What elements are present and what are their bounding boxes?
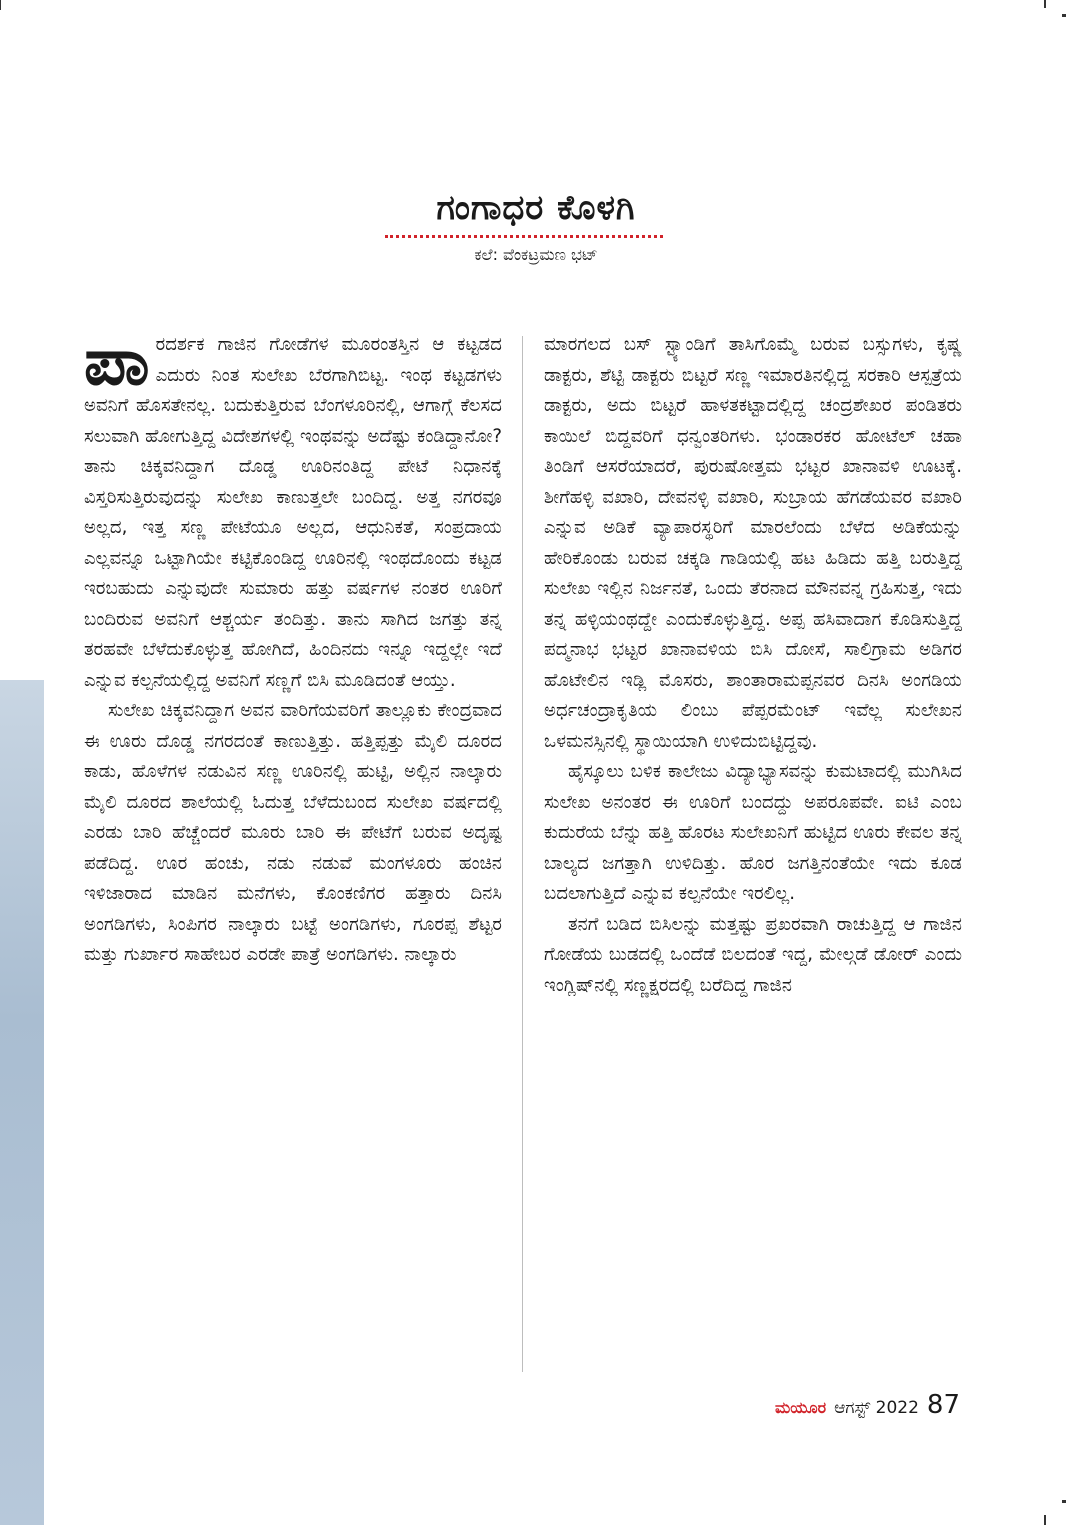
column-divider <box>522 336 523 1372</box>
crop-mark-bottom-right <box>1044 1515 1046 1525</box>
page-footer <box>775 1390 960 1420</box>
right-paragraph-3: ತನಗೆ ಬಡಿದ ಬಿಸಿಲನ್ನು ಮತ್ತಷ್ಟು ಪ್ರಖರವಾಗಿ ರಾಚುತ್ತಿದ್ದ ಆ ಗಾಜಿನ ಗೋಡೆಯ ಬುಡದಲ್ಲಿ ಒಂದೆಡೆ ಬಿಲದಂತೆ ಇದ್ದ, ಮೇಲ್ಗಡೆ ಡೋರ್ ಎಂದು ಇಂಗ್ಲಿಷ್‌ನಲ್ಲಿ ಸಣ್ಣಕ್ಷರದಲ್ಲಿ ಬರೆದಿದ್ದ ಗಾಜಿನ <box>544 913 962 996</box>
article-title: ಗಂಗಾಧರ ಕೊಳಗಿ <box>436 188 636 228</box>
title-underline <box>385 235 663 238</box>
issue-date: ಆಗಸ್ಟ್ 2022 <box>834 1398 919 1418</box>
page-number: 87 <box>926 1390 960 1420</box>
crop-mark-bottom-right-2 <box>1062 1500 1066 1503</box>
left-paragraph-1 <box>84 330 502 696</box>
page-edge-strip <box>0 680 44 1525</box>
left-paragraph-1-text: ರದರ್ಶಕ ಗಾಜಿನ ಗೋಡೆಗಳ ಮೂರಂತಸ್ತಿನ ಆ ಕಟ್ಟಡದ ಎದುರು ನಿಂತ ಸುಲೇಖ ಬೆರಗಾಗಿಬಿಟ್ಟ. ಇಂಥ ಕಟ್ಟಡಗಳು ಅವನಿಗೆ ಹೊಸತೇನಲ್ಲ. ಬದುಕುತ್ತಿರುವ ಬೆಂಗಳೂರಿನಲ್ಲಿ, ಆಗಾಗ್ಗೆ ಕೆಲಸದ ಸಲುವಾಗಿ ಹೋಗುತ್ತಿದ್ದ ವಿದೇಶಗಳಲ್ಲಿ ಇಂಥವನ್ನು ಅದೆಷ್ಟು ಕಂಡಿದ್ದಾನೋ? ತಾನು ಚಿಕ್ಕವನಿದ್ದಾಗ ದೊಡ್ಡ ಊರಿನಂತಿದ್ದ ಪೇಟೆ ನಿಧಾನಕ್ಕೆ ವಿಸ್ತರಿಸುತ್ತಿರುವುದನ್ನು ಸುಲೇಖ ಕಾಣುತ್ತಲೇ ಬಂದಿದ್ದ. ಅತ್ತ ನಗರವೂ ಅಲ್ಲದ, ಇತ್ತ ಸಣ್ಣ ಪೇಟೆಯೂ ಅಲ್ಲದ, ಆಧುನಿಕತೆ, ಸಂಪ್ರದಾಯ ಎಲ್ಲವನ್ನೂ ಒಟ್ಟಾಗಿಯೇ ಕಟ್ಟಿಕೊಂಡಿದ್ದ ಊರಿನಲ್ಲಿ ಇಂಥದೊಂದು ಕಟ್ಟಡ ಇರಬಹುದು ಎನ್ನುವುದೇ ಸುಮಾರು ಹತ್ತು ವರ್ಷಗಳ ನಂತರ ಊರಿಗೆ ಬಂದಿರುವ ಅವನಿಗೆ ಆಶ್ಚರ್ಯ ತಂದಿತ್ತು. ತಾನು ಸಾಗಿದ ಜಗತ್ತು ತನ್ನ ತರಹವೇ ಬೆಳೆದುಕೊಳ್ಳುತ್ತ ಹೋಗಿದೆ, ಹಿಂದಿನದು ಇನ್ನೂ ಇದ್ದಲ್ಲೇ ಇದೆ ಎನ್ನುವ ಕಲ್ಪನೆಯಲ್ಲಿದ್ದ ಅವನಿಗೆ ಸಣ್ಣಗೆ ಬಿಸಿ ಮೂಡಿದಂತೆ ಆಯ್ತು. <box>84 334 502 691</box>
left-paragraph-2: ಸುಲೇಖ ಚಿಕ್ಕವನಿದ್ದಾಗ ಅವನ ವಾರಿಗೆಯವರಿಗೆ ತಾಲ್ಲೂಕು ಕೇಂದ್ರವಾದ ಈ ಊರು ದೊಡ್ಡ ನಗರದಂತೆ ಕಾಣುತ್ತಿತ್ತು. ಹತ್ತಿಪ್ಪತ್ತು ಮೈಲಿ ದೂರದ ಕಾಡು, ಹೊಳೆಗಳ ನಡುವಿನ ಸಣ್ಣ ಊರಿನಲ್ಲಿ ಹುಟ್ಟಿ, ಅಲ್ಲಿನ ನಾಲ್ಕಾರು ಮೈಲಿ ದೂರದ ಶಾಲೆಯಲ್ಲಿ ಓದುತ್ತ ಬೆಳೆದುಬಂದ ಸುಲೇಖ ವರ್ಷದಲ್ಲಿ ಎರಡು ಬಾರಿ ಹೆಚ್ಚೆಂದರೆ ಮೂರು ಬಾರಿ ಈ ಪೇಟೆಗೆ ಬರುವ ಅದೃಷ್ಟ ಪಡೆದಿದ್ದ. ಊರ ಹಂಚು, ನಡು ನಡುವೆ ಮಂಗಳೂರು ಹಂಚಿನ ಇಳಿಜಾರಾದ ಮಾಡಿನ ಮನೆಗಳು, ಕೊಂಕಣಿಗರ ಹತ್ತಾರು ದಿನಸಿ ಅಂಗಡಿಗಳು, ಸಿಂಪಿಗರ ನಾಲ್ಕಾರು ಬಟ್ಟೆ ಅಂಗಡಿಗಳು, ಗೂರಪ್ಪ ಶೆಟ್ಟರ ಮತ್ತು ಗುರ್ಖಾರ ಸಾಹೇಬರ ಎರಡೇ ಪಾತ್ರೆ ಅಂಗಡಿಗಳು. ನಾಲ್ಕಾರು <box>84 700 502 965</box>
right-paragraph-1: ಮಾರಗಲದ ಬಸ್ ಸ್ಟ್ಯಾಂಡಿಗೆ ತಾಸಿಗೊಮ್ಮೆ ಬರುವ ಬಸ್ಸುಗಳು, ಕೃಷ್ಣ ಡಾಕ್ಟರು, ಶೆಟ್ಟಿ ಡಾಕ್ಟರು ಬಿಟ್ಟರೆ ಸಣ್ಣ ಇಮಾರತಿನಲ್ಲಿದ್ದ ಸರಕಾರಿ ಆಸ್ಪತ್ರೆಯ ಡಾಕ್ಟರು, ಅದು ಬಿಟ್ಟರೆ ಹಾಳತಕಟ್ಟಾದಲ್ಲಿದ್ದ ಚಂದ್ರಶೇಖರ ಪಂಡಿತರು ಕಾಯಿಲೆ ಬಿದ್ದವರಿಗೆ ಧನ್ವಂತರಿಗಳು. ಭಂಡಾರಕರ ಹೋಟೆಲ್ ಚಹಾ ತಿಂಡಿಗೆ ಆಸರೆಯಾದರೆ, ಪುರುಷೋತ್ತಮ ಭಟ್ಟರ ಖಾನಾವಳಿ ಊಟಕ್ಕೆ. ಶೀಗೆಹಳ್ಳಿ ವಖಾರಿ, ದೇವನಳ್ಳಿ ವಖಾರಿ, ಸುಬ್ರಾಯ ಹೆಗಡೆಯವರ ವಖಾರಿ ಎನ್ನುವ ಅಡಿಕೆ ವ್ಯಾಪಾರಸ್ಥರಿಗೆ ಮಾರಲೆಂದು ಬೆಳೆದ ಅಡಿಕೆಯನ್ನು ಹೇರಿಕೊಂಡು ಬರುವ ಚಕ್ಕಡಿ ಗಾಡಿಯಲ್ಲಿ ಹಟ ಹಿಡಿದು ಹತ್ತಿ ಬರುತ್ತಿದ್ದ ಸುಲೇಖ ಇಲ್ಲಿನ ನಿರ್ಜನತೆ, ಒಂದು ತೆರನಾದ ಮೌನವನ್ನ ಗ್ರಹಿಸುತ್ತ, ಇದು ತನ್ನ ಹಳ್ಳಿಯಂಥದ್ದೇ ಎಂದುಕೊಳ್ಳುತ್ತಿದ್ದ. ಅಪ್ಪ ಹಸಿವಾದಾಗ ಕೊಡಿಸುತ್ತಿದ್ದ ಪದ್ಮನಾಭ ಭಟ್ಟರ ಖಾನಾವಳಿಯ ಬಿಸಿ ದೋಸೆ, ಸಾಲಿಗ್ರಾಮ ಅಡಿಗರ ಹೊಟೇಲಿನ ಇಡ್ಲಿ ಮೊಸರು, ಶಾಂತಾರಾಮಪ್ಪನವರ ದಿನಸಿ ಅಂಗಡಿಯ ಅರ್ಧಚಂದ್ರಾಕೃತಿಯ ಲಿಂಬು ಪೆಪ್ಪರಮೆಂಟ್ ಇವೆಲ್ಲ ಸುಲೇಖನ ಒಳಮನಸ್ಸಿನಲ್ಲಿ ಸ್ಥಾಯಿಯಾಗಿ ಉಳಿದುಬಿಟ್ಟಿದ್ದವು. <box>544 334 962 752</box>
article-byline: ಕಲೆ: ವೆಂಕಟ್ರಮಣ ಭಟ್ <box>474 245 598 264</box>
dropcap: ಪಾ <box>84 330 150 400</box>
crop-mark-right <box>1062 14 1066 17</box>
left-column <box>84 330 502 1380</box>
magazine-name: ಮಯೂರ <box>775 1398 827 1417</box>
crop-mark-top-left <box>0 0 1 10</box>
right-column <box>544 330 962 1380</box>
crop-mark-top-right <box>1044 0 1046 8</box>
right-paragraph-2: ಹೈಸ್ಕೂಲು ಬಳಿಕ ಕಾಲೇಜು ವಿದ್ಯಾಭ್ಯಾಸವನ್ನು ಕುಮಟಾದಲ್ಲಿ ಮುಗಿಸಿದ ಸುಲೇಖ ಅನಂತರ ಈ ಊರಿಗೆ ಬಂದದ್ದು ಅಪರೂಪವೇ. ಐಟಿ ಎಂಬ ಕುದುರೆಯ ಬೆನ್ನು ಹತ್ತಿ ಹೊರಟ ಸುಲೇಖನಿಗೆ ಹುಟ್ಟಿದ ಊರು ಕೇವಲ ತನ್ನ ಬಾಲ್ಯದ ಜಗತ್ತಾಗಿ ಉಳಿದಿತ್ತು. ಹೊರ ಜಗತ್ತಿನಂತೆಯೇ ಇದು ಕೂಡ ಬದಲಾಗುತ್ತಿದೆ ಎನ್ನುವ ಕಲ್ಪನೆಯೇ ಇರಲಿಲ್ಲ. <box>544 761 962 904</box>
